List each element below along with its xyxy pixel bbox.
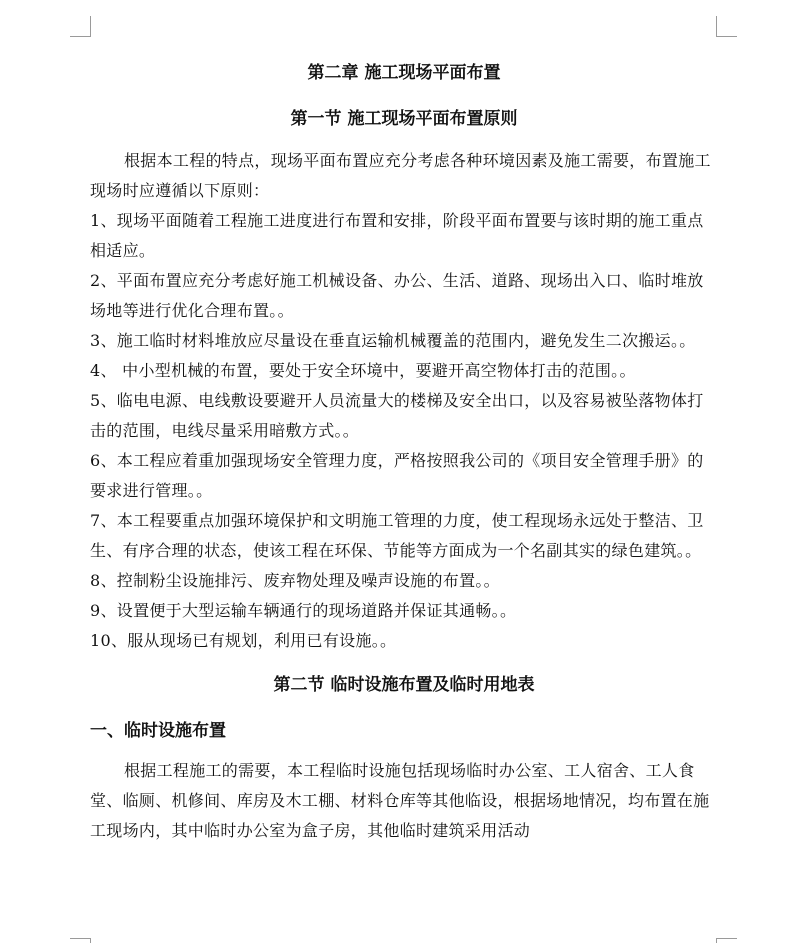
principle-item-6: 6、本工程应着重加强现场安全管理力度，严格按照我公司的《项目安全管理手册》的要求进行管理。。 — [90, 451, 704, 500]
section-title-1: 第一节 施工现场平面布置原则 — [290, 109, 518, 129]
principle-item-7: 7、本工程要重点加强环境保护和文明施工管理的力度，使工程现场永远处于整洁、卫生、有序合理的状态，使该工程在环保、节能等方面成为一个名副其实的绿色建筑。。 — [90, 511, 704, 560]
principle-item-8: 8、控制粉尘设施排污、废弃物处理及噪声设施的布置。。 — [90, 571, 500, 590]
principle-item-3: 3、施工临时材料堆放应尽量设在垂直运输机械覆盖的范围内，避免发生二次搬运。。 — [90, 331, 696, 350]
subsection-title: 一、临时设施布置 — [90, 721, 226, 741]
page-corner-mark-top-left — [70, 16, 91, 37]
principle-item-4: 4、 中小型机械的布置，要处于安全环境中，要避开高空物体打击的范围。。 — [90, 361, 636, 380]
chapter-title: 第二章 施工现场平面布置 — [307, 63, 501, 83]
principle-item-2: 2、平面布置应充分考虑好施工机械设备、办公、生活、道路、现场出入口、临时堆放场地等进行优化合理布置。。 — [90, 271, 704, 320]
principle-item-5: 5、临电电源、电线敷设要避开人员流量大的楼梯及安全出口，以及容易被坠落物体打击的范围，电线尽量采用暗敷方式。。 — [90, 391, 704, 440]
page-corner-mark-bottom-right — [716, 938, 737, 943]
facilities-paragraph: 根据工程施工的需要，本工程临时设施包括现场临时办公室、工人宿舍、工人食堂、临厕、机修间、库房及木工棚、材料仓库等其他临设，根据场地情况，均布置在施工现场内，其中临时办公室为盒子房，其他临时建筑采用活动 — [90, 761, 710, 840]
intro-paragraph: 根据本工程的特点，现场平面布置应充分考虑各种环境因素及施工需要，布置施工现场时应遵循以下原则： — [90, 151, 711, 200]
page-corner-mark-bottom-left — [70, 938, 91, 943]
document-body — [90, 56, 718, 846]
principle-item-1: 1、现场平面随着工程施工进度进行布置和安排，阶段平面布置要与该时期的施工重点相适应。 — [90, 211, 704, 260]
principle-item-9: 9、设置便于大型运输车辆通行的现场道路并保证其通畅。。 — [90, 601, 517, 620]
principle-item-10: 10、服从现场已有规划，利用已有设施。。 — [90, 631, 397, 650]
section-title-2: 第二节 临时设施布置及临时用地表 — [273, 675, 535, 695]
page-corner-mark-top-right — [716, 16, 737, 37]
